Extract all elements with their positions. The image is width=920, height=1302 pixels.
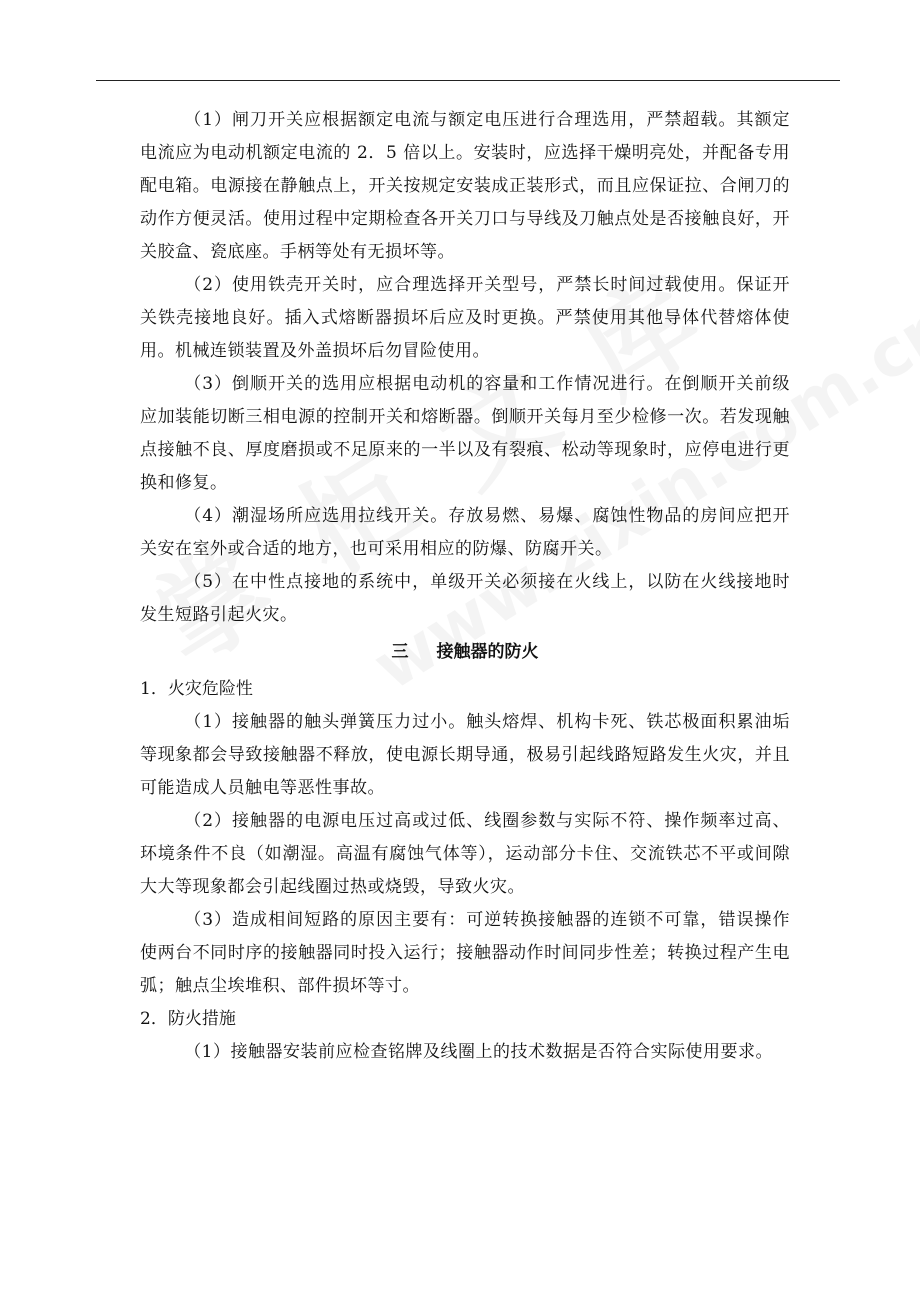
- paragraph-knife-switch: （1）闸刀开关应根据额定电流与额定电压进行合理选用，严禁超载。其额定电流应为电动机额定电流的 2．5 倍以上。安装时，应选择干燥明亮处，并配备专用配电箱。电源接在静触点上，开关按规定安装成正装形式，而且应保证拉、合闸刀的动作方便灵活。使用过程中定期检查各开关刀口与导线及刀触点处是否接触良好，开关胶盒、瓷底座。手柄等处有无损坏等。: [140, 110, 790, 262]
- paragraph-humid-places: （4）潮湿场所应选用拉线开关。存放易燃、易爆、腐蚀性物品的房间应把开关安在室外或合适的地方，也可采用相应的防爆、防腐开关。: [140, 506, 790, 559]
- paragraph-phase-short: （3）造成相间短路的原因主要有：可逆转换接触器的连锁不可靠，错误操作使两台不同时序的接触器同时投入运行；接触器动作时间同步性差；转换过程产生电弧；触点尘埃堆积、部件损坏等寸。: [140, 910, 790, 996]
- document-body: [140, 104, 790, 1069]
- subsection-heading-fire-prevention: 2．防火措施: [140, 1009, 236, 1029]
- section-title: 接触器的防火: [436, 642, 539, 662]
- paragraph-nameplate-check: （1）接触器安装前应检查铭牌及线圈上的技术数据是否符合实际使用要求。: [184, 1042, 774, 1062]
- section-number: 三: [391, 642, 409, 662]
- paragraph-voltage-coil: （2）接触器的电源电压过高或过低、线圈参数与实际不符、操作频率过高、环境条件不良（如潮湿。高温有腐蚀气体等），运动部分卡住、交流铁芯不平或间隙大大等现象都会引起线圈过热或烧毁，导致火灾。: [140, 811, 790, 897]
- header-rule: [96, 80, 840, 81]
- paragraph-neutral-grounding: （5）在中性点接地的系统中，单级开关必须接在火线上，以防在火线接地时发生短路引起火灾。: [140, 572, 790, 625]
- subsection-heading-fire-risk: 1．火灾危险性: [140, 679, 253, 699]
- paragraph-reversing-switch: （3）倒顺开关的选用应根据电动机的容量和工作情况进行。在倒顺开关前级应加装能切断三相电源的控制开关和熔断器。倒顺开关每月至少检修一次。若发现触点接触不良、厚度磨损或不足原来的一半以及有裂痕、松动等现象时，应停电进行更换和修复。: [140, 374, 790, 493]
- paragraph-iron-case-switch: （2）使用铁壳开关时，应合理选择开关型号，严禁长时间过载使用。保证开关铁壳接地良好。插入式熔断器损坏后应及时更换。严禁使用其他导体代替熔体使用。机械连锁装置及外盖损坏后勿冒险使用。: [140, 275, 790, 361]
- paragraph-spring-pressure: （1）接触器的触头弹簧压力过小。触头熔焊、机构卡死、铁芯极面积累油垢等现象都会导致接触器不释放，使电源长期导通，极易引起线路短路发生火灾，并且可能造成人员触电等恶性事故。: [140, 712, 790, 798]
- section-heading: [140, 636, 790, 669]
